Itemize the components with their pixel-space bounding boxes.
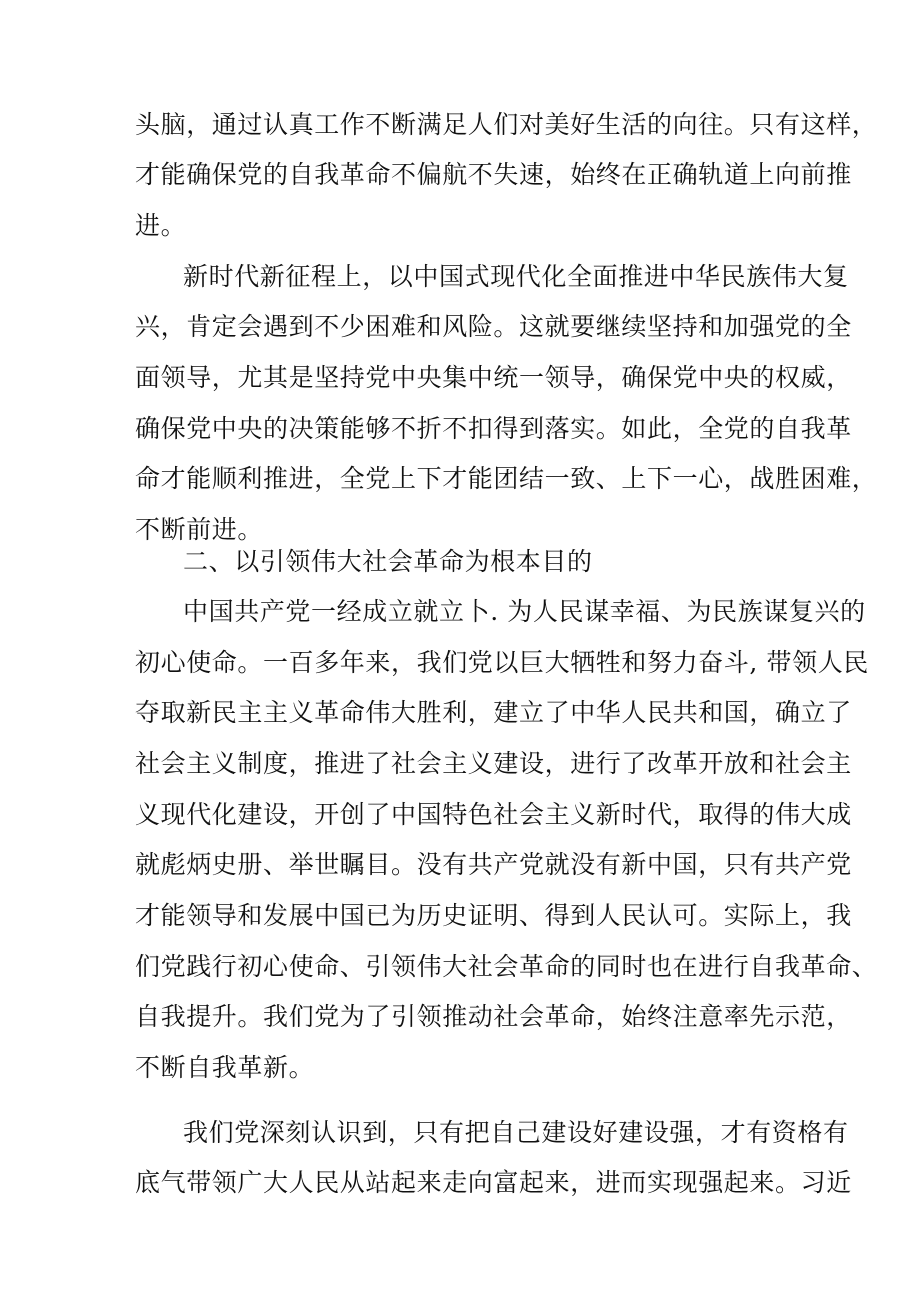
text-line: 不断前进。 bbox=[135, 515, 264, 544]
text-line: 才能确保党的自我革命不偏航不失速，始终在正确轨道上向前推 bbox=[135, 160, 852, 189]
text-line: 社会主义制度，推进了社会主义建设，进行了改革开放和社会主 bbox=[135, 749, 852, 778]
text-line: 头脑，通过认真工作不断满足人们对美好生活的向往。只有这样， bbox=[135, 110, 878, 139]
text-line: 就彪炳史册、举世瞩目。没有共产党就没有新中国，只有共产党 bbox=[135, 850, 852, 879]
text-line: 面领导，尤其是坚持党中央集中统一领导，确保党中央的权威， bbox=[135, 363, 852, 392]
text-line: 命才能顺利推进，全党上下才能团结一致、上下一心，战胜困难， bbox=[135, 464, 878, 493]
section-heading: 二、以引领伟大社会革命为根本目的 bbox=[183, 547, 593, 576]
text-line: 不断自我革新。 bbox=[135, 1053, 315, 1082]
text-line: 夺取新民主主义革命伟大胜利，建立了中华人民共和国，确立了 bbox=[135, 698, 852, 727]
text-line: 中国共产党一经成立就立卜. 为人民谋幸福、为民族谋复兴的 bbox=[183, 597, 866, 626]
text-line: 们党践行初心使命、引领伟大社会革命的同时也在进行自我革命、 bbox=[135, 952, 878, 981]
text-line: 进。 bbox=[135, 211, 187, 240]
text-line: 确保党中央的决策能够不折不扣得到落实。如此，全党的自我革 bbox=[135, 414, 852, 443]
text-line: 我们党深刻认识到，只有把自己建设好建设强，才有资格有 bbox=[183, 1118, 849, 1147]
text-line: 底气带领广大人民从站起来走向富起来，进而实现强起来。习近 bbox=[135, 1168, 852, 1197]
text-line: 新时代新征程上，以中国式现代化全面推进中华民族伟大复 bbox=[183, 262, 849, 291]
text-line: 义现代化建设，开创了中国特色社会主义新时代，取得的伟大成 bbox=[135, 800, 852, 829]
text-line: 自我提升。我们党为了引领推动社会革命，始终注意率先示范， bbox=[135, 1002, 852, 1031]
text-line: 兴，肯定会遇到不少困难和风险。这就要继续坚持和加强党的全 bbox=[135, 312, 852, 341]
text-line: 才能领导和发展中国已为历史证明、得到人民认可。实际上，我 bbox=[135, 901, 852, 930]
text-line: 初心使命。一百多年来，我们党以巨大牺牲和努力奋斗, 带领人民 bbox=[135, 648, 869, 677]
